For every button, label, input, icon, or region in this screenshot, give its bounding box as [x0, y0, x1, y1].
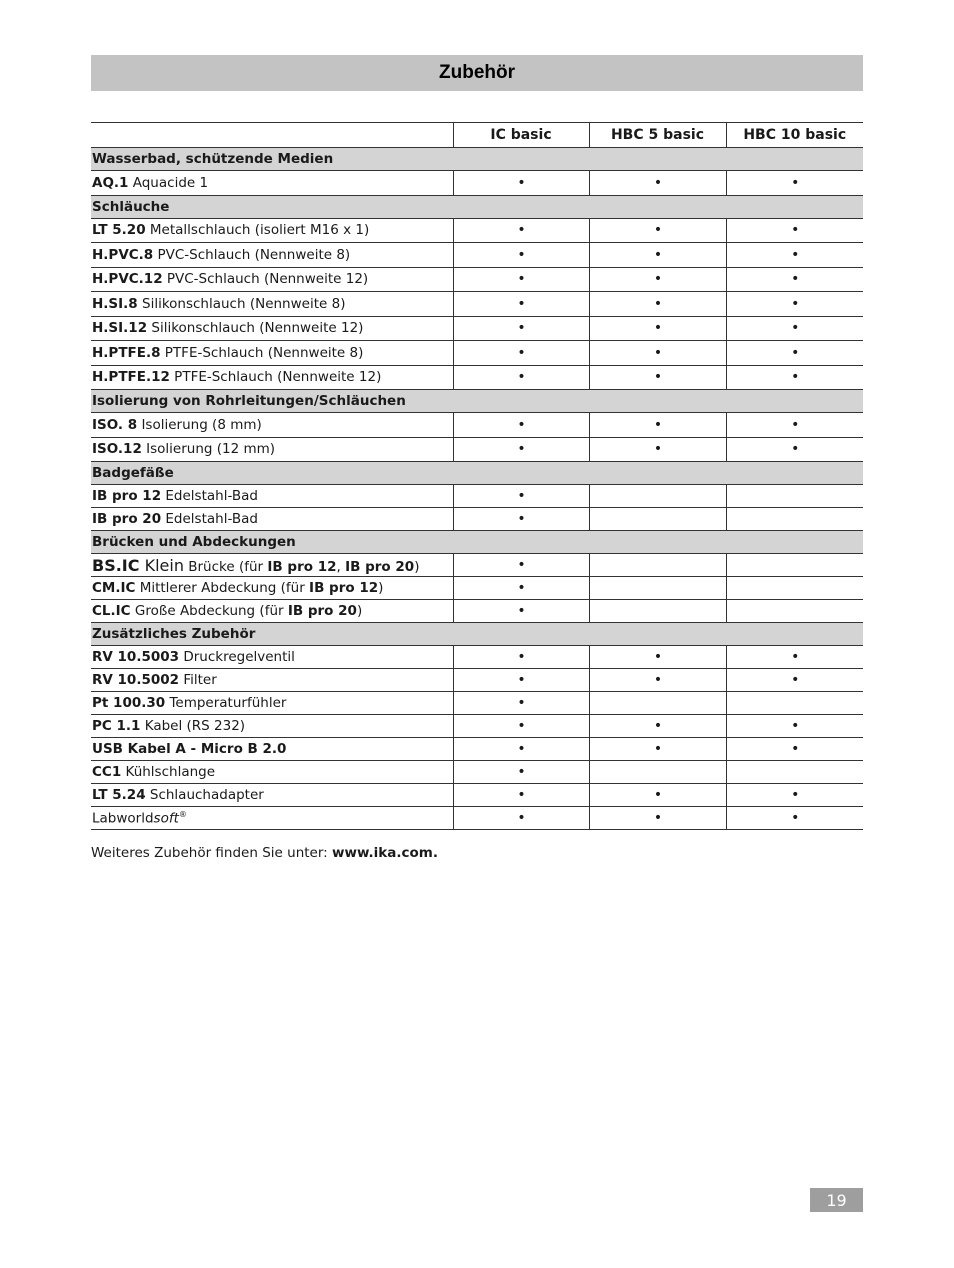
item-desc: ) [414, 558, 420, 575]
availability-cell-3: • [726, 807, 863, 830]
availability-cell-1: • [453, 171, 589, 196]
footnote [91, 845, 438, 861]
item-cell [91, 292, 453, 317]
column-header [91, 123, 453, 148]
item-code: CL.IC [92, 603, 131, 619]
item-code: RV 10.5002 [92, 672, 180, 688]
item-desc: Kabel (RS 232) [140, 718, 246, 734]
availability-cell-3: • [726, 292, 863, 317]
availability-cell-2: • [589, 267, 726, 292]
availability-cell-1: • [453, 554, 589, 577]
item-desc: Mittlerer Abdeckung (für [135, 580, 310, 596]
item-desc: Aquacide 1 [128, 174, 209, 191]
item-desc: Druckregelventil [179, 649, 295, 665]
table-row [91, 692, 863, 715]
item-cell [91, 715, 453, 738]
availability-cell-2: • [589, 784, 726, 807]
item-cell [91, 365, 453, 390]
availability-cell-3: • [726, 218, 863, 243]
item-desc: ) [378, 580, 384, 596]
availability-cell-2 [589, 508, 726, 531]
availability-cell-2: • [589, 341, 726, 366]
item-cell [91, 243, 453, 268]
availability-cell-3 [726, 485, 863, 508]
availability-cell-1: • [453, 267, 589, 292]
item-desc: Brücke (für [183, 558, 268, 575]
item-cell [91, 692, 453, 715]
column-header: HBC 10 basic [726, 123, 863, 148]
section-row [91, 462, 863, 485]
item-desc: Silikonschlauch (Nennweite 12) [147, 320, 364, 337]
availability-cell-2: • [589, 437, 726, 462]
availability-cell-1: • [453, 485, 589, 508]
section-heading: Brücken und Abdeckungen [91, 531, 863, 554]
availability-cell-3: • [726, 784, 863, 807]
page-number: 19 [810, 1188, 863, 1212]
availability-cell-2: • [589, 669, 726, 692]
availability-cell-1: • [453, 341, 589, 366]
item-ref: IB pro 20 [287, 603, 357, 619]
availability-cell-1: • [453, 600, 589, 623]
item-desc: PVC-Schlauch (Nennweite 12) [162, 271, 369, 288]
availability-cell-3: • [726, 267, 863, 292]
table-row [91, 365, 863, 390]
item-desc: PTFE-Schlauch (Nennweite 8) [160, 344, 364, 361]
availability-cell-2 [589, 554, 726, 577]
availability-cell-1: • [453, 761, 589, 784]
availability-cell-3: • [726, 646, 863, 669]
column-header: IC basic [453, 123, 589, 148]
availability-cell-3: • [726, 715, 863, 738]
registered-mark: ® [178, 809, 187, 819]
item-code: AQ.1 [92, 174, 129, 191]
availability-cell-2: • [589, 316, 726, 341]
table-row [91, 171, 863, 196]
table-row [91, 669, 863, 692]
item-ref: IB pro 20 [345, 558, 415, 575]
availability-cell-2 [589, 600, 726, 623]
item-cell [91, 738, 453, 761]
item-cell [91, 646, 453, 669]
availability-cell-1: • [453, 243, 589, 268]
table-row [91, 218, 863, 243]
availability-cell-2: • [589, 292, 726, 317]
availability-cell-3: • [726, 243, 863, 268]
column-header: HBC 5 basic [589, 123, 726, 148]
item-cell [91, 171, 453, 196]
item-desc: Große Abdeckung (für [130, 603, 288, 619]
item-code: IB pro 20 [92, 511, 162, 527]
item-desc: PVC-Schlauch (Nennweite 8) [153, 246, 351, 263]
accessories-table [91, 122, 863, 830]
availability-cell-1: • [453, 577, 589, 600]
availability-cell-1: • [453, 316, 589, 341]
item-code: H.PTFE.12 [92, 369, 170, 386]
item-code: H.PVC.12 [92, 271, 163, 288]
table-row [91, 267, 863, 292]
availability-cell-1: • [453, 508, 589, 531]
availability-cell-2: • [589, 738, 726, 761]
section-row [91, 390, 863, 413]
table-row [91, 485, 863, 508]
item-code: LT 5.20 [92, 222, 146, 239]
availability-cell-1: • [453, 807, 589, 830]
item-code: H.PTFE.8 [92, 344, 161, 361]
availability-cell-2: • [589, 646, 726, 669]
section-heading: Schläuche [91, 195, 863, 218]
item-cell [91, 218, 453, 243]
availability-cell-3 [726, 508, 863, 531]
item-cell [91, 784, 453, 807]
title-bar [91, 55, 863, 91]
availability-cell-2 [589, 692, 726, 715]
item-cell [91, 600, 453, 623]
item-code: CC1 [92, 764, 122, 780]
table-row [91, 316, 863, 341]
item-cell [91, 437, 453, 462]
section-heading: Badgefäße [91, 462, 863, 485]
table-row [91, 341, 863, 366]
availability-cell-3: • [726, 316, 863, 341]
section-row [91, 623, 863, 646]
footnote-text: Weiteres Zubehör finden Sie unter: [91, 845, 332, 861]
item-desc: Silikonschlauch (Nennweite 8) [137, 295, 346, 312]
table-row [91, 600, 863, 623]
availability-cell-1: • [453, 738, 589, 761]
table-row [91, 646, 863, 669]
section-heading: Wasserbad, schützende Medien [91, 148, 863, 171]
availability-cell-2 [589, 577, 726, 600]
availability-cell-3: • [726, 669, 863, 692]
availability-cell-3 [726, 577, 863, 600]
item-desc: ) [356, 603, 363, 619]
item-desc: Isolierung (8 mm) [137, 416, 262, 433]
item-cell [91, 413, 453, 438]
table-row [91, 437, 863, 462]
item-desc: Edelstahl-Bad [161, 511, 258, 527]
table-body [91, 148, 863, 830]
section-heading: Isolierung von Rohrleitungen/Schläuchen [91, 390, 863, 413]
availability-cell-1: • [453, 646, 589, 669]
item-name: Labworld [92, 810, 154, 827]
availability-cell-2: • [589, 218, 726, 243]
availability-cell-3: • [726, 365, 863, 390]
availability-cell-3: • [726, 413, 863, 438]
item-code: ISO. 8 [92, 416, 138, 433]
table-row [91, 554, 863, 577]
availability-cell-1: • [453, 218, 589, 243]
availability-cell-1: • [453, 437, 589, 462]
website-link[interactable]: www.ika.com. [332, 845, 438, 861]
availability-cell-3: • [726, 171, 863, 196]
item-cell [91, 554, 453, 577]
item-code: H.SI.12 [92, 320, 148, 337]
availability-cell-1: • [453, 784, 589, 807]
availability-cell-2 [589, 485, 726, 508]
availability-cell-2 [589, 761, 726, 784]
item-cell [91, 577, 453, 600]
item-cell [91, 267, 453, 292]
item-code: IB pro 12 [92, 488, 162, 504]
item-desc: Schlauchadapter [145, 787, 264, 803]
availability-cell-3: • [726, 738, 863, 761]
item-cell [91, 508, 453, 531]
item-cell [91, 669, 453, 692]
item-cell [91, 807, 453, 830]
table-row [91, 577, 863, 600]
section-heading: Zusätzliches Zubehör [91, 623, 863, 646]
item-desc: Temperaturfühler [165, 695, 287, 711]
section-row [91, 195, 863, 218]
availability-cell-2: • [589, 243, 726, 268]
item-cell [91, 761, 453, 784]
availability-cell-2: • [589, 171, 726, 196]
table-header-row [91, 123, 863, 148]
availability-cell-1: • [453, 365, 589, 390]
availability-cell-1: • [453, 669, 589, 692]
table-row [91, 508, 863, 531]
table-row [91, 784, 863, 807]
availability-cell-2: • [589, 413, 726, 438]
table-row [91, 292, 863, 317]
availability-cell-3: • [726, 341, 863, 366]
availability-cell-2: • [589, 365, 726, 390]
availability-cell-3 [726, 554, 863, 577]
item-ref: IB pro 12 [267, 558, 337, 575]
item-code: CM.IC [92, 580, 136, 596]
item-code: H.PVC.8 [92, 246, 154, 263]
table-row [91, 715, 863, 738]
item-code: RV 10.5003 [92, 649, 180, 665]
availability-cell-1: • [453, 413, 589, 438]
item-desc: Edelstahl-Bad [161, 488, 258, 504]
availability-cell-2: • [589, 715, 726, 738]
availability-cell-1: • [453, 692, 589, 715]
item-desc: PTFE-Schlauch (Nennweite 12) [169, 369, 382, 386]
availability-cell-2: • [589, 807, 726, 830]
availability-cell-3 [726, 761, 863, 784]
table-row [91, 413, 863, 438]
section-row [91, 148, 863, 171]
item-code: USB Kabel A - Micro B 2.0 [92, 741, 287, 757]
availability-cell-1: • [453, 292, 589, 317]
item-code: ISO.12 [92, 441, 142, 458]
section-row [91, 531, 863, 554]
item-cell [91, 316, 453, 341]
page-title: Zubehör [439, 62, 515, 83]
item-desc: , [336, 558, 346, 575]
item-code: H.SI.8 [92, 295, 138, 312]
item-ref: IB pro 12 [309, 580, 379, 596]
table-row [91, 738, 863, 761]
item-desc: Kühlschlange [121, 764, 216, 780]
availability-cell-3 [726, 600, 863, 623]
item-code: BS.IC [92, 555, 140, 575]
item-code: Pt 100.30 [92, 695, 166, 711]
item-word: Klein [139, 555, 184, 575]
item-desc: Isolierung (12 mm) [141, 441, 276, 458]
item-cell [91, 341, 453, 366]
table-row [91, 761, 863, 784]
item-desc: Filter [179, 672, 217, 688]
availability-cell-1: • [453, 715, 589, 738]
table-row [91, 807, 863, 830]
table-row [91, 243, 863, 268]
item-code: LT 5.24 [92, 787, 146, 803]
availability-cell-3 [726, 692, 863, 715]
item-code: PC 1.1 [92, 718, 141, 734]
item-name-italic: soft [153, 810, 179, 827]
item-cell [91, 485, 453, 508]
item-desc: Metallschlauch (isoliert M16 x 1) [145, 222, 370, 239]
availability-cell-3: • [726, 437, 863, 462]
